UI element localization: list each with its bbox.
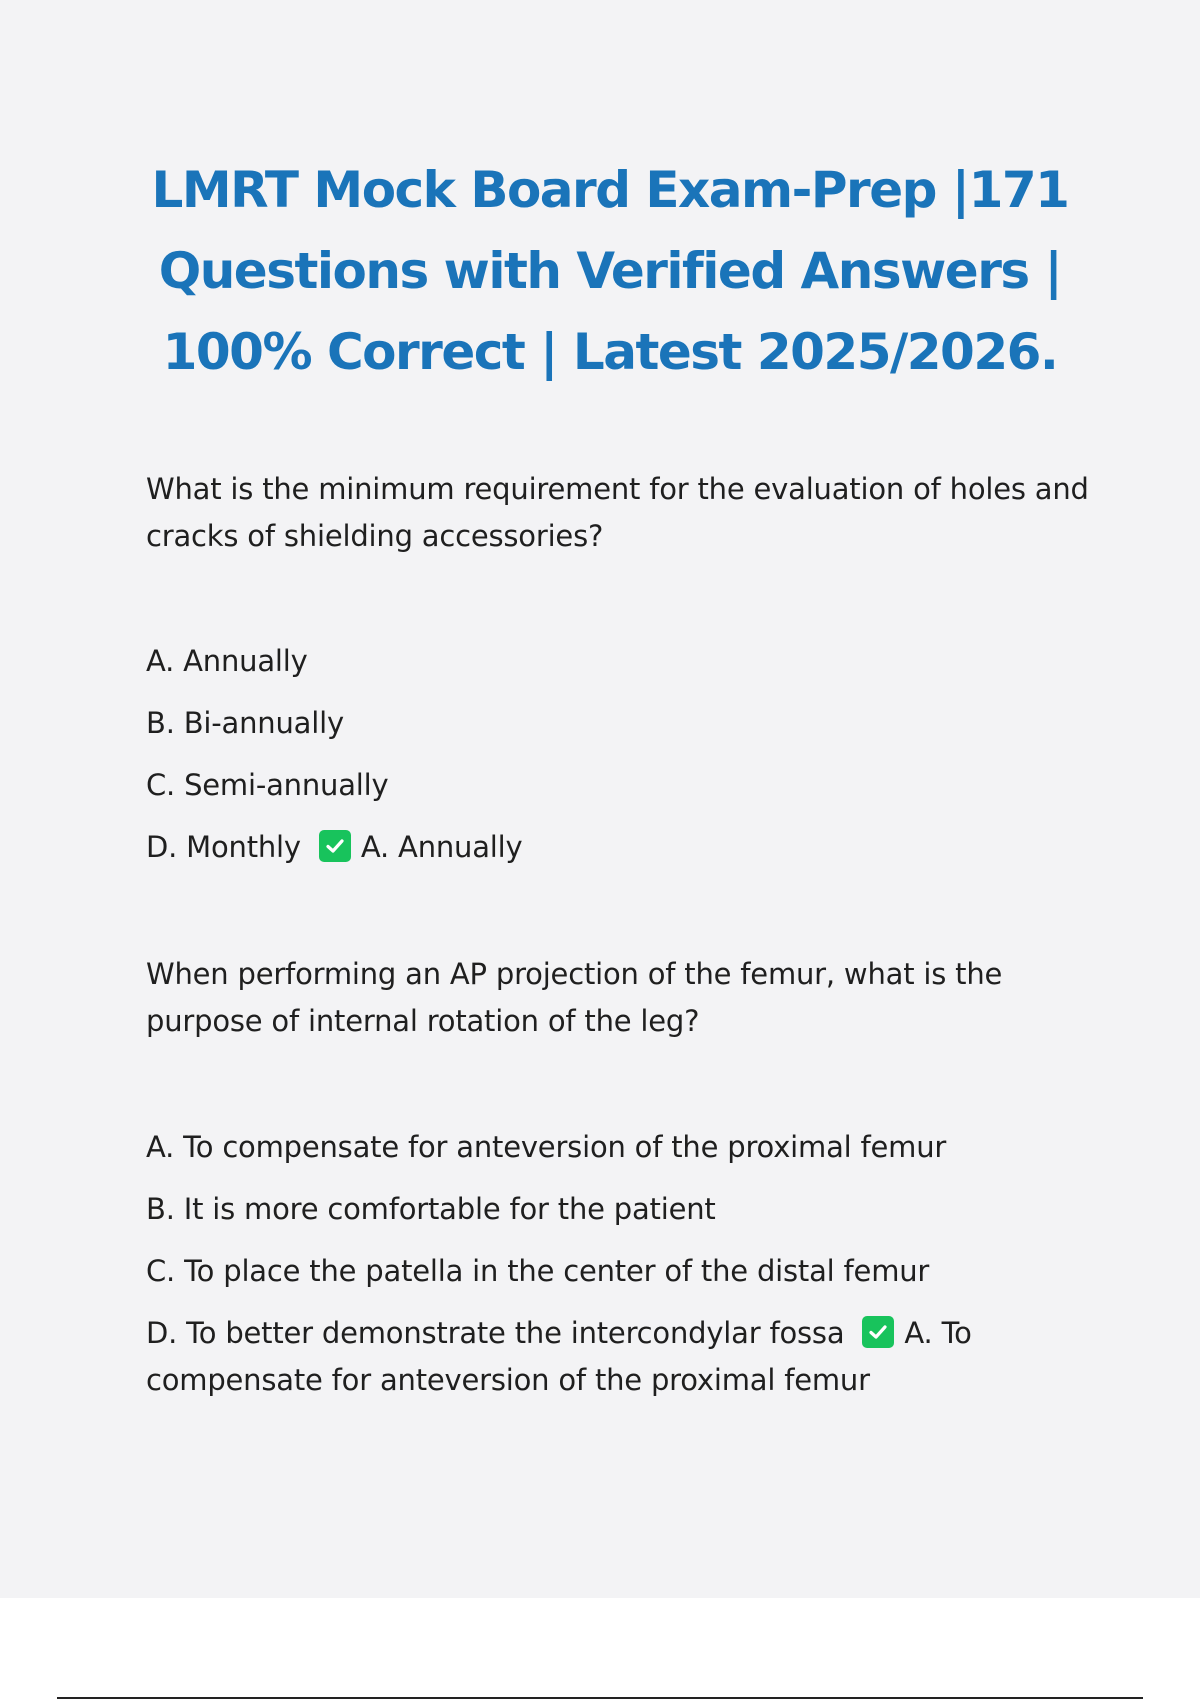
check-icon <box>319 830 351 862</box>
footer-divider <box>57 1697 1143 1699</box>
correct-answer: A. To compensate for anteversion of the proximal femur <box>146 1316 972 1397</box>
question-text: When performing an AP projection of the femur, what is the purpose of internal rotation of the leg? <box>146 957 1003 1038</box>
option-a: A. To compensate for anteversion of the proximal femur <box>146 1130 947 1164</box>
options-list <box>146 1124 1106 1404</box>
option-b: B. Bi-annually <box>146 706 344 740</box>
option-b: B. It is more comfortable for the patient <box>146 1192 716 1226</box>
option-c: C. Semi-annually <box>146 768 389 802</box>
option-d-with-answer <box>146 1310 1106 1404</box>
option-d-with-answer <box>146 824 1106 871</box>
document-title: LMRT Mock Board Exam-Prep |171 Questions with Verified Answers | 100% Correct | Latest 2025/2026. <box>151 161 1069 381</box>
question-block <box>146 466 1106 886</box>
option-a: A. Annually <box>146 644 308 678</box>
question-block <box>146 951 1106 1419</box>
correct-answer: A. Annually <box>360 830 523 864</box>
check-icon <box>862 1316 894 1348</box>
options-list <box>146 638 1106 871</box>
option-c: C. To place the patella in the center of the distal femur <box>146 1254 930 1288</box>
question-text: What is the minimum requirement for the evaluation of holes and cracks of shielding accessories? <box>146 472 1089 553</box>
option-d: D. Monthly <box>146 830 301 864</box>
option-d: D. To better demonstrate the intercondylar fossa <box>146 1316 845 1350</box>
